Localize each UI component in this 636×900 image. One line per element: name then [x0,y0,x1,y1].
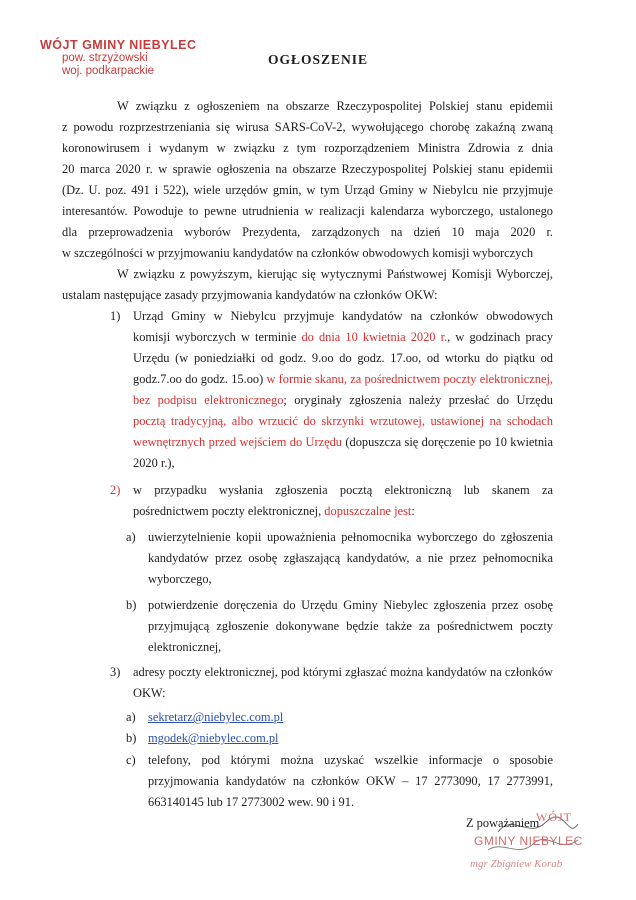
sub-item-label: a) [126,530,136,544]
text-line: (Dz. U. poz. 491 i 522), wiele urzędów gmin, w tym Urząd Gminy w Niebylcu nie przyjmuje [62,183,553,197]
sub-item-label: b) [126,598,137,612]
text-line: elektronicznej, [148,640,222,654]
text-line: adresy poczty elektronicznej, pod którymi zgłaszać można kandydatów na członków [133,665,553,679]
text-line: komisji wyborczych w terminie do dnia 10 kwietnia 2020 r., w godzinach pracy [133,330,553,344]
text-line: 20 marca 2020 r. w sprawie ogłoszenia na obszarze Rzeczypospolitej Polskiej stanu epidemii [62,162,553,176]
text-line: koronowirusem i wydanym w związku z tym rozporządzeniem Ministra Zdrowia z dnia [62,141,553,155]
stamp-office: WÓJT GMINY NIEBYLEC [40,38,197,52]
text-line: kandydatów przez osobę zgłaszającą kandydatów, a nie przez pełnomocnika [148,551,553,565]
text-line: interesantów. Powoduje to pewne utrudnienia w realizacji kalendarza wyborczego, ustalonego [62,204,553,218]
text-line: w przypadku wysłania zgłoszenia pocztą elektroniczną lub skanem za [133,483,553,497]
text-line: w szczególności w przyjmowaniu kandydatów na członków obwodowych komisji wyborczych [62,246,534,260]
sub-item-label: a) [126,710,136,724]
text-line: ustalam następujące zasady przyjmowania kandydatów na członków OKW: [62,288,438,302]
text-line: W związku z powyższym, kierując się wytycznymi Państwowej Komisji Wyborczej, [117,267,553,281]
signer-name: mgr Zbigniew Korab [470,858,563,870]
text-line: pośrednictwem poczty elektronicznej, dopuszczalne jest: [133,504,415,518]
text-line: OKW: [133,686,166,700]
text-line: W związku z ogłoszeniem na obszarze Rzeczypospolitej Polskiej stanu epidemii [117,99,553,113]
text-line: bez podpisu elektronicznego; oryginały zgłoszenia należy przesłać do Urzędu [133,393,553,407]
list-number: 1) [110,309,121,323]
sub-item-label: b) [126,731,137,745]
stamp-province: woj. podkarpackie [62,65,155,77]
email-link-sekretarz[interactable]: sekretarz@niebylec.com.pl [148,710,284,724]
stamp-county: pow. strzyżowski [62,52,148,64]
signature-block [458,810,628,890]
closing-text: Z poważaniem [466,816,540,830]
text-line: 2020 r.), [133,456,175,470]
text-line: z powodu rozprzestrzeniania się wirusa SARS-CoV-2, wywołującego chorobę zakaźną zwaną [62,120,553,134]
list-number: 2) [110,483,121,497]
text-line: Urząd Gminy w Niebylcu przyjmuje kandydatów na członków obwodowych [133,309,553,323]
text-line: wyborczego, [148,572,212,586]
stamp-wojt: WÓJT [536,810,572,824]
document-title: OGŁOSZENIE [267,52,369,67]
list-number: 3) [110,665,121,679]
text-line: przyjmowania kandydatów na członków OKW – 17 2773090, 17 2773991, [148,774,553,788]
text-line: dla przeprowadzenia wyborów Prezydenta, zarządzonych na dzień 10 maja 2020 r. [62,225,553,239]
text-line: 663140145 lub 17 2773002 wew. 90 i 91. [148,795,355,809]
text-line: potwierdzenie doręczenia do Urzędu Gminy Niebylec zgłoszenia przez osobę [148,598,553,612]
text-line: wewnętrznych przed wejściem do Urzędu (dopuszcza się doręczenie po 10 kwietnia [133,435,553,449]
text-line: Urzędu (w poniedziałki od godz. 9.oo do godz. 17.oo, od wtorku do piątku od [133,351,553,365]
deadline-highlight: do dnia 10 kwietnia 2020 r. [301,330,448,344]
sub-item-label: c) [126,753,136,767]
text-line: telefony, pod którymi można uzyskać wszelkie informacje o sposobie [148,753,553,767]
text-line: godz.7.oo do godz. 15.oo) w formie skanu, za pośrednictwem poczty elektronicznej, [133,372,553,386]
email-link-mgodek[interactable]: mgodek@niebylec.com.pl [148,731,279,745]
text-line: pocztą tradycyjną, albo wrzucić do skrzynki wrzutowej, ustawionej na schodach [133,414,553,428]
text-line: przyjmującą zgłoszenie dokonywane będzie także za pośrednictwem poczty [148,619,553,633]
stamp-gminy: GMINY NIEBYLEC [474,834,583,848]
text-line: uwierzytelnienie kopii upoważnienia pełnomocnika wyborczego do zgłoszenia [148,530,553,544]
